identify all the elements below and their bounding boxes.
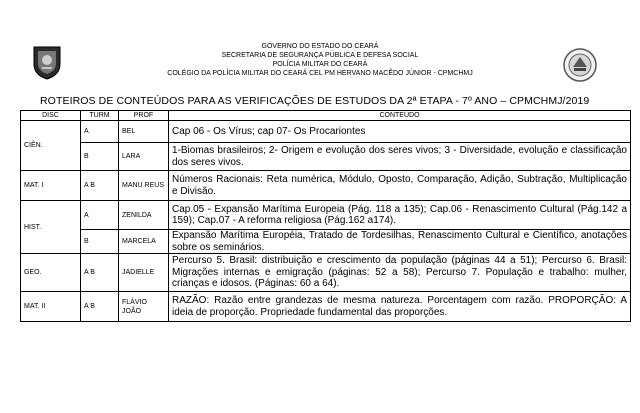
document-header bbox=[0, 42, 640, 78]
column-header-conteudo: CONTEÚDO bbox=[169, 111, 631, 121]
turm-cell: A B bbox=[81, 292, 119, 322]
disc-cell: HIST. bbox=[21, 201, 81, 254]
prof-cell: FLÁVIO JOÃO bbox=[119, 292, 169, 322]
column-header-turm: TURM bbox=[81, 111, 119, 121]
disc-cell: GEO. bbox=[21, 254, 81, 292]
prof-cell: JADIELLE bbox=[119, 254, 169, 292]
table-row bbox=[21, 121, 631, 143]
turm-cell: A bbox=[81, 121, 119, 143]
conteudo-cell: Números Racionais: Reta numérica, Módulo, Oposto, Comparação, Adição, Subtração, Multiplicação e Divisão. bbox=[169, 171, 631, 201]
column-header-disc: DISC bbox=[21, 111, 81, 121]
turm-cell: A B bbox=[81, 254, 119, 292]
table-header-row bbox=[21, 111, 631, 121]
table-row bbox=[21, 292, 631, 322]
disc-cell: MAT. I bbox=[21, 171, 81, 201]
roteiro-table bbox=[20, 110, 631, 322]
header-line-secretaria: SECRETARIA DE SEGURANÇA PÚBLICA E DEFESA SOCIAL bbox=[221, 52, 419, 59]
conteudo-cell: Percurso 5. Brasil: distribuição e crescimento da população (páginas 44 a 51); Percurso 6. Brasil: Migrações internas e emigração (páginas: 52 a 58); Percurso 7. População e trabalho: mulher, crianças e idosos. (Páginas: 60 a 64). bbox=[169, 254, 631, 292]
disc-cell: MAT. II bbox=[21, 292, 81, 322]
prof-cell: ZENILDA bbox=[119, 201, 169, 230]
disc-cell: CIÊN. bbox=[21, 121, 81, 171]
table-row bbox=[21, 254, 631, 292]
conteudo-cell: Expansão Marítima Européia, Tratado de Tordesilhas, Renascimento Cultural e Científico, anotações sobre os seminários. bbox=[169, 230, 631, 254]
conteudo-cell: Cap.05 - Expansão Marítima Europeia (Pág. 118 a 135); Cap.06 - Renascimento Cultural (Pág.142 a 159); Cap.07 - A reforma religiosa (Pág.162 a174). bbox=[169, 201, 631, 230]
turm-cell: A bbox=[81, 201, 119, 230]
column-header-prof: PROF bbox=[119, 111, 169, 121]
document-title: ROTEIROS DE CONTEÚDOS PARA AS VERIFICAÇÕES DE ESTUDOS DA 2ª ETAPA - 7º ANO – CPMCHMJ/2019 bbox=[40, 95, 590, 107]
turm-cell: A B bbox=[81, 171, 119, 201]
header-line-colegio: COLÉGIO DA POLÍCIA MILITAR DO CEARÁ CEL PM HERVANO MACÊDO JÚNIOR - CPMCHMJ bbox=[167, 70, 473, 77]
table-row bbox=[21, 201, 631, 230]
conteudo-cell: Cap 06 - Os Vírus; cap 07- Os Procariontes bbox=[169, 121, 631, 143]
prof-cell: BEL bbox=[119, 121, 169, 143]
prof-cell: MANU REUS bbox=[119, 171, 169, 201]
header-line-policia: POLÍCIA MILITAR DO CEARÁ bbox=[272, 61, 368, 68]
conteudo-cell: 1-Biomas brasileiros; 2- Origem e evolução dos seres vivos; 3 - Diversidade, evolução e classificação dos seres vivos. bbox=[169, 143, 631, 171]
table-row bbox=[21, 143, 631, 171]
prof-cell: MARCELA bbox=[119, 230, 169, 254]
header-line-governo: GOVERNO DO ESTADO DO CEARÁ bbox=[261, 43, 379, 50]
turm-cell: B bbox=[81, 230, 119, 254]
turm-cell: B bbox=[81, 143, 119, 171]
conteudo-cell: RAZÃO: Razão entre grandezas de mesma natureza. Porcentagem com razão. PROPORÇÃO: A ideia de proporção. Propriedade fundamental das proporções. bbox=[169, 292, 631, 322]
prof-cell: LARA bbox=[119, 143, 169, 171]
table-row bbox=[21, 230, 631, 254]
table-row bbox=[21, 171, 631, 201]
